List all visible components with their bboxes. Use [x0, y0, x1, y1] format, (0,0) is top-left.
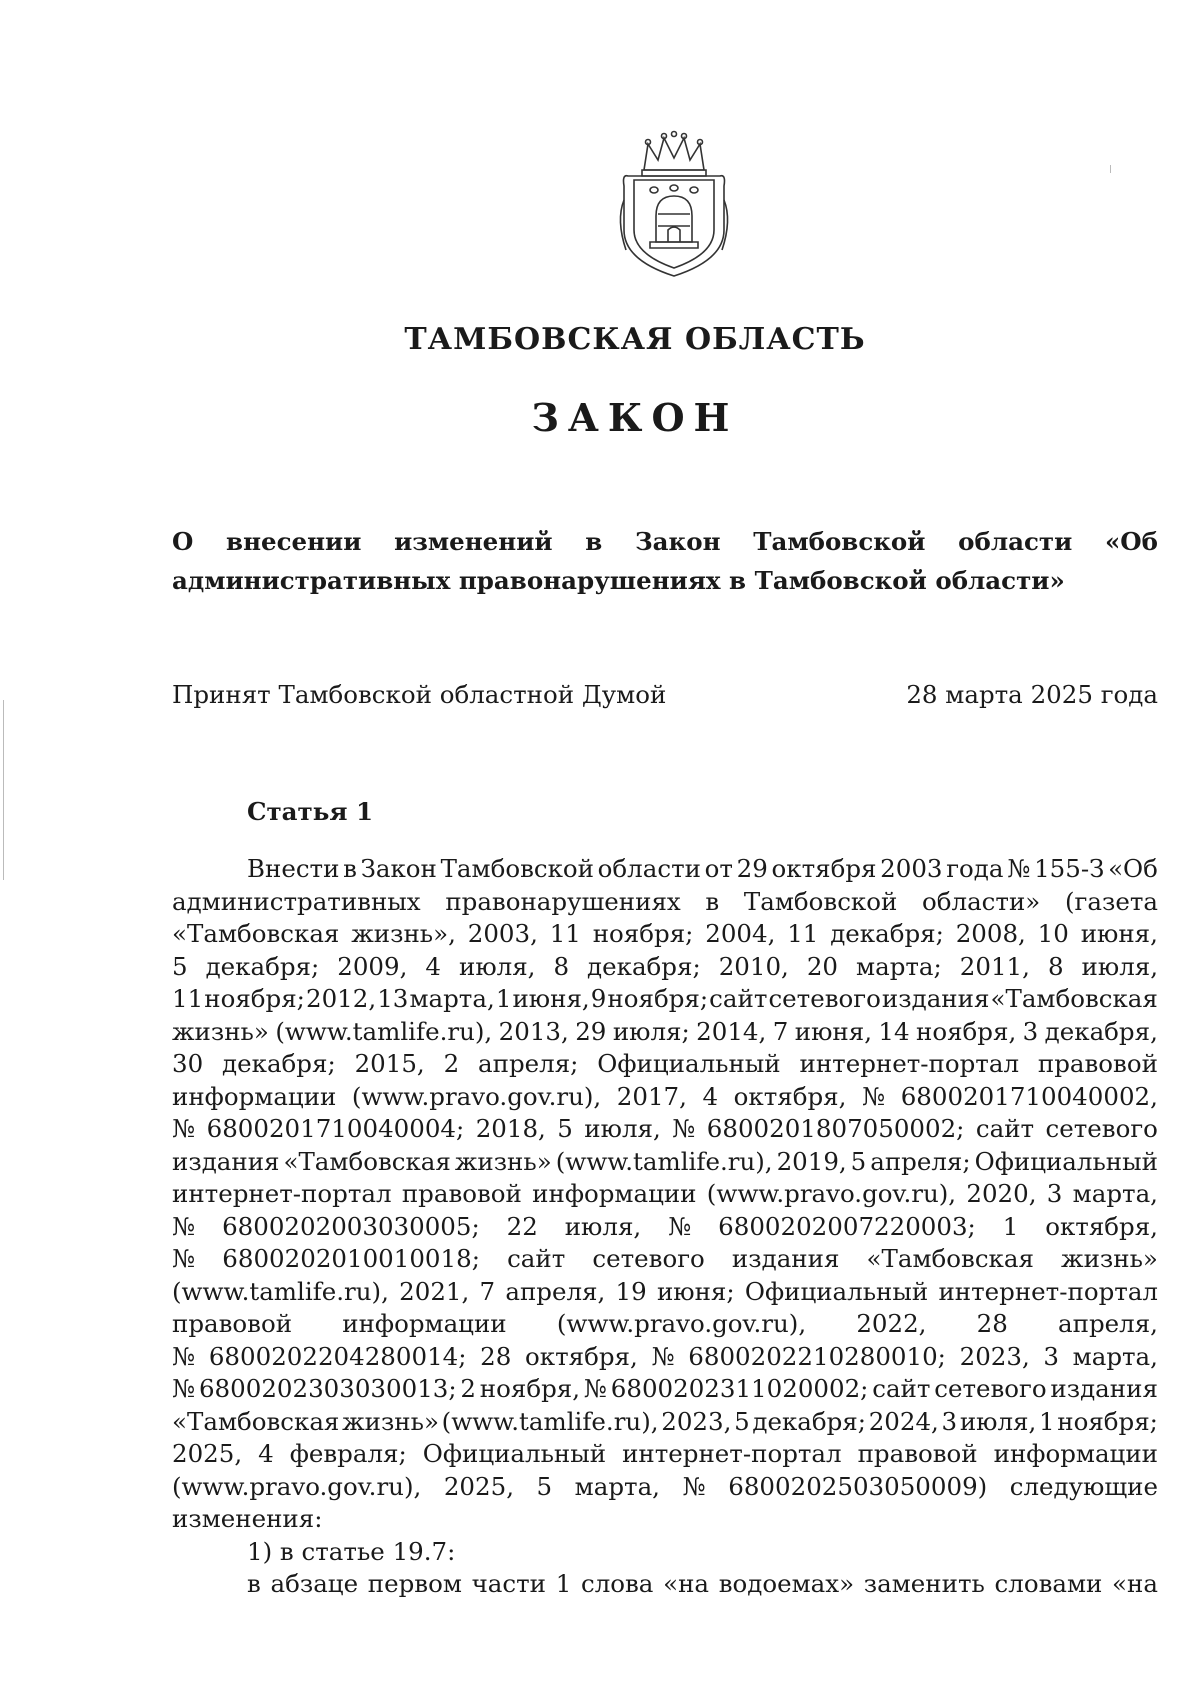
- article-line: № 6800201710040004; 2018, 5 июля, № 6800201807050002; сайт сетевого: [172, 1114, 1158, 1143]
- title-word: О: [172, 527, 194, 556]
- article-line: 1) в статье 19.7:: [247, 1536, 456, 1566]
- adoption-line: [172, 680, 1158, 709]
- title-word: «Об: [1104, 527, 1158, 556]
- tambov-coat-of-arms-icon: [614, 130, 734, 280]
- article-heading: Статья 1: [247, 797, 374, 826]
- article-line: правовой информации (www.pravo.gov.ru), 2022, 28 апреля,: [172, 1309, 1158, 1338]
- law-title-line-1: [172, 522, 1158, 561]
- title-word: внесении: [226, 527, 362, 556]
- article-line: 30 декабря; 2015, 2 апреля; Официальный интернет-портал правовой: [172, 1049, 1158, 1078]
- article-line: (www.tamlife.ru), 2021, 7 апреля, 19 июня; Официальный интернет-портал: [172, 1276, 1158, 1306]
- law-title: [172, 522, 1158, 600]
- article-line: «Тамбовская жизнь», 2003, 11 ноября; 2004, 11 декабря; 2008, 10 июня,: [172, 919, 1158, 948]
- article-line: в абзаце первом части 1 слова «на водоемах» заменить словами «на: [247, 1569, 1158, 1598]
- article-line: издания «Тамбовская жизнь» (www.tamlife.ru), 2019, 5 апреля; Официальный: [172, 1146, 1158, 1176]
- title-word: изменений: [394, 527, 553, 556]
- document-type: ЗАКОН: [531, 395, 739, 440]
- title-word: Тамбовской: [753, 527, 926, 556]
- scan-artifact: [1110, 165, 1111, 173]
- article-line: 5 декабря; 2009, 4 июля, 8 декабря; 2010, 20 марта; 2011, 8 июля,: [172, 951, 1158, 981]
- title-word: Закон: [635, 527, 721, 556]
- region-name: ТАМБОВСКАЯ ОБЛАСТЬ: [404, 322, 866, 357]
- article-body: [172, 853, 1158, 1601]
- title-word: области: [958, 527, 1073, 556]
- article-line: 2025, 4 февраля; Официальный интернет-портал правовой информации: [172, 1439, 1158, 1468]
- article-line: (www.pravo.gov.ru), 2025, 5 марта, № 6800202503050009) следующие: [172, 1471, 1158, 1501]
- adoption-date: 28 марта 2025 года: [906, 680, 1158, 709]
- article-line: жизнь» (www.tamlife.ru), 2013, 29 июля; 2014, 7 июня, 14 ноября, 3 декабря,: [172, 1016, 1158, 1046]
- article-line: административных правонарушениях в Тамбовской области» (газета: [172, 886, 1158, 916]
- article-line: № 6800202003030005; 22 июля, № 6800202007220003; 1 октября,: [172, 1211, 1158, 1241]
- article-line: № 6800202010010018; сайт сетевого издания «Тамбовская жизнь»: [172, 1244, 1158, 1273]
- article-line: № 6800202303030013; 2 ноября, № 6800202311020002; сайт сетевого издания: [172, 1374, 1158, 1403]
- adopted-by: Принят Тамбовской областной Думой: [172, 680, 667, 709]
- article-line: 11 ноября; 2012, 13 марта, 1 июня, 9 ноября; сайт сетевого издания «Тамбовская: [172, 984, 1158, 1013]
- article-line: информации (www.pravo.gov.ru), 2017, 4 октября, № 6800201710040002,: [172, 1081, 1158, 1111]
- article-line: изменения:: [172, 1504, 323, 1533]
- scan-artifact: [3, 700, 4, 880]
- law-title-line-2: административных правонарушениях в Тамбовской области»: [172, 566, 1065, 595]
- article-line: Внести в Закон Тамбовской области от 29 октября 2003 года № 155-З «Об: [247, 854, 1158, 883]
- article-line: № 6800202204280014; 28 октября, № 6800202210280010; 2023, 3 марта,: [172, 1341, 1158, 1371]
- article-line: интернет-портал правовой информации (www.pravo.gov.ru), 2020, 3 марта,: [172, 1179, 1158, 1208]
- title-word: в: [585, 527, 603, 556]
- article-line: «Тамбовская жизнь» (www.tamlife.ru), 2023, 5 декабря; 2024, 3 июля, 1 ноября;: [172, 1406, 1158, 1436]
